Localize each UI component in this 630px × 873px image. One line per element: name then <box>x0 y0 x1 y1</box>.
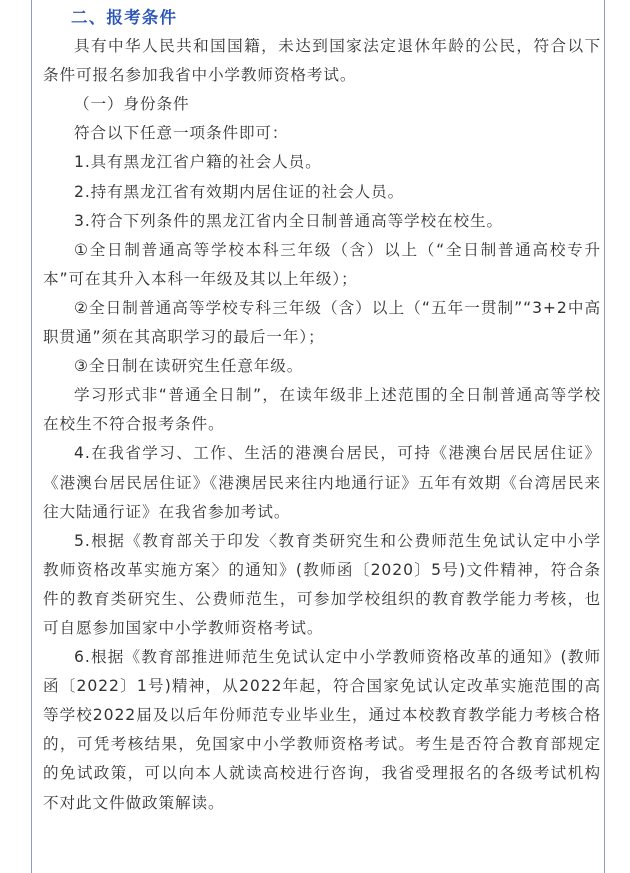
condition-item-4: 4.在我省学习、工作、生活的港澳台居民，可持《港澳台居民居住证》《港澳台居民居住证》《港澳居民来往内地通行证》五年有效期《台湾居民来往大陆通行证》在我省参加考试。 <box>43 444 601 521</box>
condition-paragraph: 符合以下任意一项条件即可： <box>74 124 289 143</box>
subsection-title: （一）身份条件 <box>74 95 190 114</box>
section-heading: 二、报考条件 <box>71 8 178 27</box>
condition-item-2: 2.持有黑龙江省有效期内居住证的社会人员。 <box>74 182 405 201</box>
note-paragraph: 学习形式非“普通全日制”，在读年级非上述范围的全日制普通高等学校在校生不符合报考条件。 <box>43 386 601 434</box>
condition-item-3: 3.符合下列条件的黑龙江省内全日制普通高等学校在校生。 <box>74 211 504 230</box>
sub-item-2: ②全日制普通高等学校专科三年级（含）以上（“五年一贯制”“3+2中高职贯通”须在其高职学习的最后一年）； <box>43 298 601 347</box>
condition-item-6: 6.根据《教育部推进师范生免试认定中小学教师资格改革的通知》(教师函〔2022〕1号)精神，从2022年起，符合国家免试认定改革实施范围的高等学校2022届及以后年份师范专业毕业生，通过本校教育教学能力考核合格的，可凭考核结果，免国家中小学教师资格考试。考生是否符合教育部规定的免试政策，可以向本人就读高校进行咨询，我省受理报名的各级考试机构不对此文件做政策解读。 <box>43 648 601 812</box>
sub-item-3: ③全日制在读研究生任意年级。 <box>74 357 304 376</box>
sub-item-1: ①全日制普通高等学校本科三年级（含）以上（“全日制普通高校专升本”可在其升入本科一年级及其以上年级）； <box>43 240 601 288</box>
intro-paragraph: 具有中华人民共和国国籍，未达到国家法定退休年龄的公民，符合以下条件可报名参加我省中小学教师资格考试。 <box>43 37 601 85</box>
condition-item-5: 5.根据《教育部关于印发〈教育类研究生和公费师范生免试认定中小学教师资格改革实施方案〉的通知》(教师函〔2020〕5号)文件精神，符合条件的教育类研究生、公费师范生，可参加学校组织的教育教学能力考核，也可自愿参加国家中小学教师资格考试。 <box>43 531 601 637</box>
condition-item-1: 1.具有黑龙江省户籍的社会人员。 <box>74 153 322 172</box>
article-content <box>43 3 601 818</box>
